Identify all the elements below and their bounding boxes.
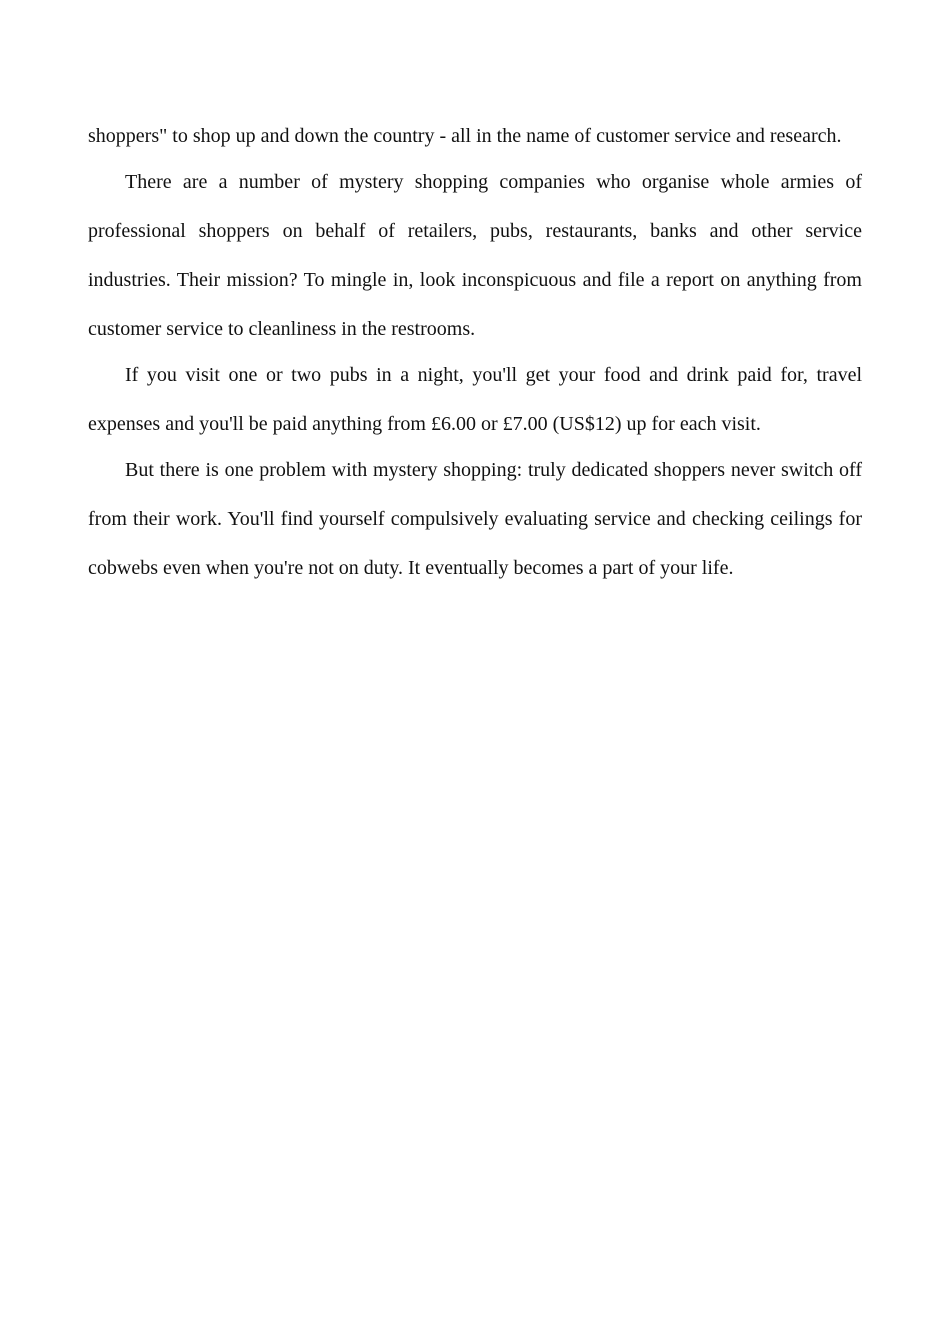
paragraph-4: But there is one problem with mystery shopping: truly dedicated shoppers never switch off from their work. You'll find yourself compulsively evaluating service and checking ceilings for cobwebs even when you're not on duty. It eventually becomes a part of your life. xyxy=(88,459,862,579)
body-text xyxy=(88,112,862,590)
paragraph-1: shoppers" to shop up and down the country - all in the name of customer service and research. xyxy=(88,125,842,147)
paragraph-2: There are a number of mystery shopping companies who organise whole armies of professional shoppers on behalf of retailers, pubs, restaurants, banks and other service industries. Their mission? To mingle in, look inconspicuous and file a report on anything from customer service to cleanliness in the restrooms. xyxy=(88,171,862,340)
paragraph-3: If you visit one or two pubs in a night, you'll get your food and drink paid for, travel expenses and you'll be paid anything from £6.00 or £7.00 (US$12) up for each visit. xyxy=(88,364,862,435)
